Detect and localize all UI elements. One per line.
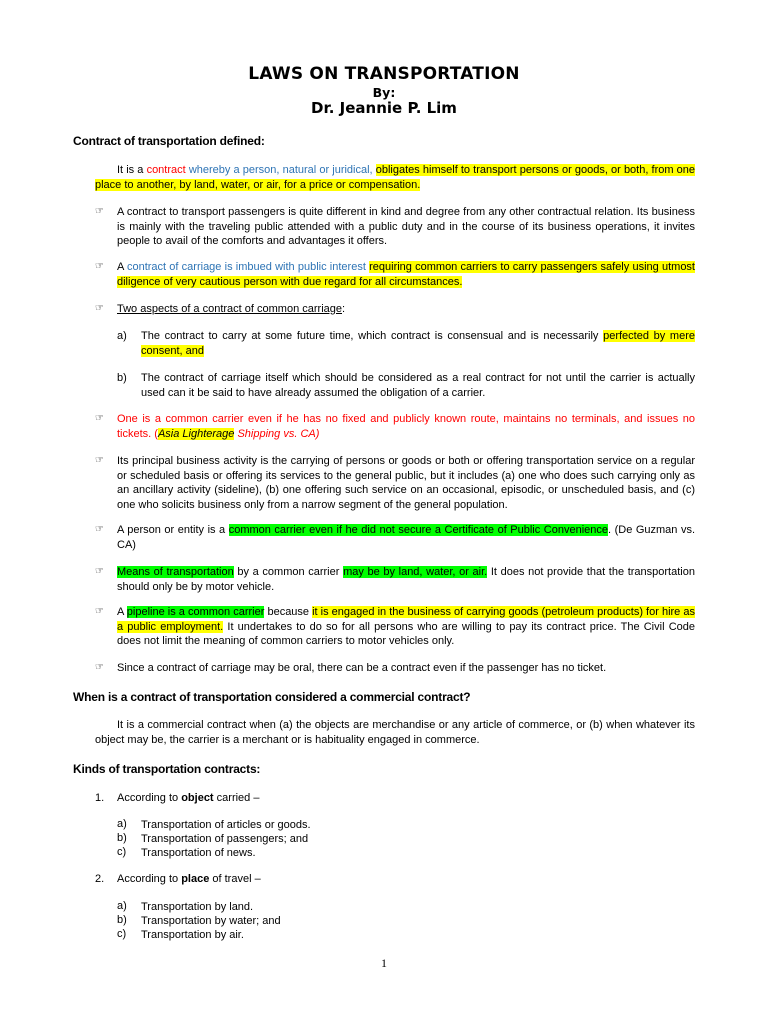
- pointing-hand-icon: ☞: [95, 303, 104, 314]
- sub-item: Transportation of news.: [141, 847, 256, 859]
- pointing-hand-icon: ☞: [95, 206, 104, 217]
- bullet-paragraph: A pipeline is a common carrier because it is engaged in the business of carrying goods (petroleum products) for hire as a public employment. It undertakes to do so for all persons who are willing to pay its contract price. The Civil Code does not limit the meaning of common carriers to motor vehicles only.: [117, 606, 695, 647]
- pointing-hand-icon: ☞: [95, 413, 104, 424]
- keyword-contract: contract: [146, 164, 186, 176]
- bullet-paragraph: Since a contract of carriage may be oral, there can be a contract even if the passenger has no ticket.: [117, 662, 607, 674]
- bullet-paragraph: A contract to transport passengers is quite different in kind and degree from any other contractual relation. Its business is mainly with the traveling public attended with a public duty and in the course of its business operations, it invites people to avail of the comforts and advantages it offers.: [117, 206, 695, 247]
- bullet-paragraph: A person or entity is a common carrier even if he did not secure a Certificate of Public Convenience. (De Guzman vs. CA): [117, 524, 696, 551]
- sub-item: The contract of carriage itself which should be considered as a real contract for not until the carrier is actually used can it be said to have already assumed the obligation of a carrier.: [141, 372, 695, 399]
- sub-item-label: b): [117, 832, 127, 844]
- pointing-hand-icon: ☞: [95, 261, 104, 272]
- pointing-hand-icon: ☞: [95, 524, 104, 535]
- section-heading-kinds: Kinds of transportation contracts:: [73, 762, 261, 776]
- sub-item-label: a): [117, 330, 127, 342]
- list-number: 2.: [95, 873, 105, 885]
- bullet-paragraph: Two aspects of a contract of common carriage:: [117, 303, 346, 315]
- page-number: 1: [381, 956, 387, 970]
- sub-item: Transportation by land.: [141, 901, 254, 913]
- commercial-paragraph: It is a commercial contract when (a) the objects are merchandise or any article of commerce, or (b) when whatever its object may be, the carrier is a merchant or is habituality engaged in commerce.: [95, 719, 695, 746]
- sub-item-label: b): [117, 914, 127, 926]
- author-name: Dr. Jeannie P. Lim: [311, 99, 457, 117]
- sub-item-label: b): [117, 372, 127, 384]
- sub-item: Transportation of passengers; and: [141, 833, 309, 845]
- list-item: According to object carried –: [117, 792, 260, 804]
- by-line: By:: [372, 85, 396, 100]
- pointing-hand-icon: ☞: [95, 606, 104, 617]
- pointing-hand-icon: ☞: [95, 662, 104, 673]
- sub-item-label: a): [117, 818, 127, 830]
- sub-item-label: c): [117, 928, 127, 940]
- document-title: LAWS ON TRANSPORTATION: [248, 64, 520, 84]
- sub-item: Transportation by water; and: [141, 915, 281, 927]
- definition-paragraph: It is a contract whereby a person, natural or juridical, obligates himself to transport persons or goods, or both, from one place to another, by land, water, or air, for a price or compensation.: [95, 164, 696, 191]
- sub-item: Transportation of articles or goods.: [141, 819, 311, 831]
- list-number: 1.: [95, 792, 105, 804]
- bullet-paragraph: One is a common carrier even if he has no fixed and publicly known route, maintains no terminals, and issues no tickets. (Asia Lighterage Shipping vs. CA): [117, 413, 695, 440]
- bullet-paragraph: Means of transportation by a common carrier may be by land, water, or air. It does not provide that the transportation should only be by motor vehicle.: [117, 566, 695, 593]
- sub-item-label: a): [117, 900, 127, 912]
- pointing-hand-icon: ☞: [95, 566, 104, 577]
- highlight-definition: obligates himself to transport persons or goods, or both, from one place to another, by land, water, or air, for a price or compensation.: [95, 164, 696, 191]
- sub-item: Transportation by air.: [141, 929, 244, 941]
- pointing-hand-icon: ☞: [95, 455, 104, 466]
- section-heading-definition: Contract of transportation defined:: [73, 134, 265, 148]
- sub-item: The contract to carry at some future time, which contract is consensual and is necessarily perfected by mere consent, and: [141, 330, 695, 357]
- sub-item-label: c): [117, 846, 127, 858]
- list-item: According to place of travel –: [117, 873, 261, 885]
- bullet-paragraph: Its principal business activity is the carrying of persons or goods or both or offering transportation service on a regular or scheduled basis or offering its services to the general public, but it includes (a) one who does such carrying only as an ancillary activity (sideline), (b) one offering such service on an occasional, episodic, or unscheduled basis, and (c) one who solicits business only from a narrow segment of the general population.: [117, 455, 695, 511]
- bullet-paragraph: A contract of carriage is imbued with public interest requiring common carriers to carry passengers safely using utmost diligence of very cautious person with due regard for all circumstances.: [117, 261, 695, 288]
- section-heading-commercial: When is a contract of transportation considered a commercial contract?: [73, 690, 471, 704]
